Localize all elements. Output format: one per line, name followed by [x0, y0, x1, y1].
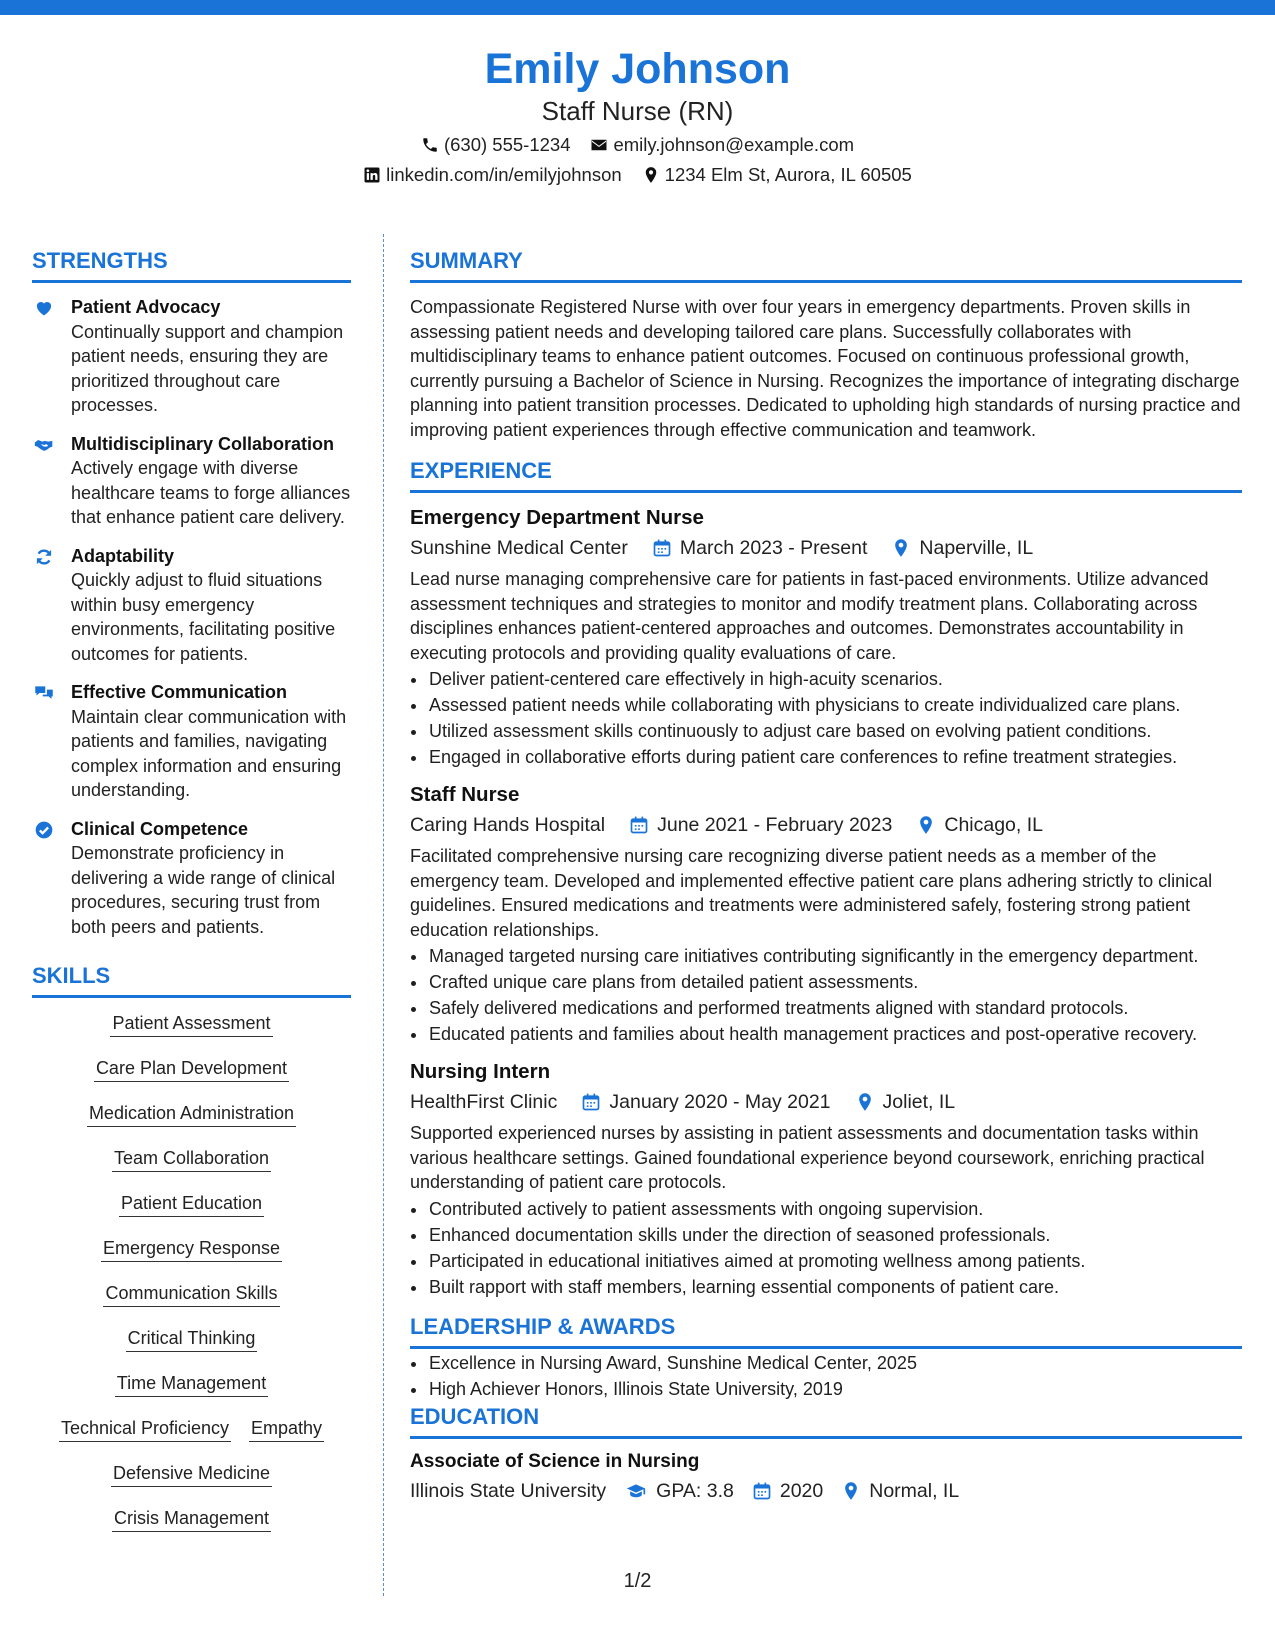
skill-item: Crisis Management — [112, 1505, 271, 1532]
section-rule — [410, 490, 1242, 493]
skills-heading: SKILLS — [32, 963, 111, 988]
section-rule — [32, 995, 351, 998]
job-description: Facilitated comprehensive nursing care recognizing diverse patient needs as a member of the emergency team. Developed and implemented effective patient care plans adhering strictly to clinical guidelines. Ensured medications and treatments were administered safely, fostering strong patient education relationships. — [410, 846, 1213, 940]
job-bullet: • Enhanced documentation skills under the direction of seasoned professionals. — [428, 1222, 1242, 1248]
skill-row — [32, 1190, 351, 1235]
job-description: Lead nurse managing comprehensive care for patients in fast-paced environments. Utilize advanced assessment techniques and strategies to monitor and modify treatment plans. Collaborating across disciplines enhances patient-centered approaches and outcomes. Demonstrates accountability in executing protocols and providing quality evaluations of care. — [410, 569, 1209, 663]
skill-row — [32, 1280, 351, 1325]
strength-item — [32, 680, 351, 803]
job-dates: March 2023 - Present — [679, 537, 868, 559]
handshake-icon — [34, 435, 54, 455]
award-item: • High Achiever Honors, Illinois State University, 2019 — [428, 1376, 1242, 1402]
job-bullet: • Contributed actively to patient assessments with ongoing supervision. — [428, 1196, 1242, 1222]
skill-row — [32, 1235, 351, 1280]
awards-list — [410, 1350, 1242, 1402]
strengths-list — [32, 295, 351, 939]
skill-row — [32, 1415, 351, 1460]
education-year: 2020 — [779, 1479, 824, 1502]
section-rule — [32, 280, 351, 283]
left-column — [32, 246, 351, 1550]
contact-linkedin[interactable] — [363, 160, 621, 190]
skill-row — [32, 1370, 351, 1415]
skill-row — [32, 1145, 351, 1190]
skill-item: Emergency Response — [101, 1235, 282, 1262]
skill-item: Patient Assessment — [110, 1010, 272, 1037]
strength-title: Effective Communication — [71, 682, 288, 702]
job-entry — [410, 780, 1242, 1047]
strength-title: Clinical Competence — [71, 818, 249, 839]
skill-row — [32, 1100, 351, 1145]
job-location: Naperville, IL — [919, 537, 1034, 559]
strength-desc: Quickly adjust to fluid situations within busy emergency environments, facilitating positive outcomes for patients. — [71, 570, 336, 664]
strength-title: Multidisciplinary Collaboration — [71, 433, 335, 454]
check-badge-icon — [34, 820, 54, 840]
map-pin-icon — [916, 815, 936, 835]
job-dates: June 2021 - February 2023 — [657, 814, 893, 836]
linkedin-text: linkedin.com/in/emilyjohnson — [386, 164, 622, 185]
strength-title: Adaptability — [71, 545, 175, 566]
job-entry — [410, 503, 1242, 770]
linkedin-icon — [363, 166, 381, 184]
strength-title: Patient Advocacy — [71, 297, 221, 317]
education-meta — [410, 1476, 1242, 1506]
strength-item — [32, 817, 351, 940]
strength-desc: Continually support and champion patient needs, ensuring they are prioritized throughout care processes. — [71, 321, 344, 415]
column-divider — [383, 234, 384, 1596]
skill-item: Patient Education — [119, 1190, 264, 1217]
skill-row — [32, 1460, 351, 1505]
graduation-cap-icon — [624, 1481, 648, 1501]
contact-address — [642, 160, 912, 190]
skill-row — [32, 1010, 351, 1055]
page-number: 1/2 — [623, 1570, 652, 1592]
skill-item: Technical Proficiency — [59, 1415, 231, 1442]
skill-item: Critical Thinking — [126, 1325, 258, 1352]
strength-item — [32, 544, 351, 667]
resume-header — [0, 42, 1275, 190]
job-bullet: • Managed targeted nursing care initiatives contributing significantly in the emergency department. — [428, 943, 1242, 969]
envelope-icon — [590, 136, 608, 154]
calendar-icon — [752, 1481, 772, 1501]
address-text: 1234 Elm St, Aurora, IL 60505 — [664, 164, 912, 185]
job-meta — [410, 810, 1242, 840]
job-meta — [410, 1087, 1242, 1117]
section-rule — [410, 1436, 1242, 1439]
education-gpa: GPA: 3.8 — [656, 1479, 734, 1502]
top-accent-bar — [0, 0, 1275, 15]
job-bullets — [410, 1196, 1242, 1300]
job-bullet: • Crafted unique care plans from detailed patient assessments. — [428, 969, 1242, 995]
candidate-name: Emily Johnson — [484, 45, 791, 93]
strength-item — [32, 295, 351, 418]
map-pin-icon — [642, 166, 660, 184]
job-description: Supported experienced nurses by assisting in patient assessments and documentation tasks within various healthcare settings. Gained foundational experience beyond coursework, enriching practical understanding of patient care protocols. — [410, 1123, 1205, 1192]
job-bullet: • Safely delivered medications and performed treatments aligned with standard protocols. — [428, 995, 1242, 1021]
job-title: Staff Nurse — [410, 783, 520, 806]
skill-row — [32, 1505, 351, 1550]
job-company: Caring Hands Hospital — [410, 814, 606, 836]
phone-text: (630) 555-1234 — [443, 134, 571, 155]
contact-phone — [421, 130, 571, 160]
contact-row-2 — [0, 160, 1275, 190]
job-company: HealthFirst Clinic — [410, 1091, 558, 1113]
job-bullets — [410, 943, 1242, 1047]
strength-desc: Demonstrate proficiency in delivering a wide range of clinical procedures, securing trust from both peers and patients. — [71, 843, 336, 937]
map-pin-icon — [855, 1092, 875, 1112]
calendar-icon — [629, 815, 649, 835]
strength-item — [32, 432, 351, 530]
summary-heading: SUMMARY — [410, 248, 523, 273]
strengths-heading: STRENGTHS — [32, 248, 168, 273]
skills-list — [32, 1010, 351, 1550]
phone-icon — [421, 136, 439, 154]
map-pin-icon — [841, 1481, 861, 1501]
candidate-title: Staff Nurse (RN) — [541, 96, 734, 126]
job-bullet: • Utilized assessment skills continuously to adjust care based on evolving patient conditions. — [428, 718, 1242, 744]
section-rule — [410, 1346, 1242, 1349]
skill-item: Defensive Medicine — [111, 1460, 272, 1487]
education-degree: Associate of Science in Nursing — [410, 1450, 700, 1472]
skill-item: Care Plan Development — [94, 1055, 289, 1082]
skill-item: Communication Skills — [103, 1280, 279, 1307]
skill-item: Empathy — [249, 1415, 324, 1442]
strength-desc: Maintain clear communication with patients and families, navigating complex information and ensuring understanding. — [71, 706, 347, 800]
sync-icon — [34, 547, 54, 567]
job-bullet: • Participated in educational initiatives aimed at promoting wellness among patients. — [428, 1248, 1242, 1274]
education-heading: EDUCATION — [410, 1403, 540, 1429]
award-item: • Excellence in Nursing Award, Sunshine Medical Center, 2025 — [428, 1350, 1242, 1376]
job-bullet: • Assessed patient needs while collaborating with physicians to create individualized care plans. — [428, 692, 1242, 718]
job-bullet: • Built rapport with staff members, learning essential components of patient care. — [428, 1274, 1242, 1300]
map-pin-icon — [891, 538, 911, 558]
skill-item: Time Management — [115, 1370, 268, 1397]
job-bullet: • Engaged in collaborative efforts during patient care conferences to refine treatment strategies. — [428, 744, 1242, 770]
job-meta — [410, 533, 1242, 563]
job-company: Sunshine Medical Center — [410, 537, 628, 559]
job-title: Nursing Intern — [410, 1060, 551, 1083]
right-column — [410, 246, 1242, 1506]
education-location: Normal, IL — [869, 1479, 960, 1502]
skill-row — [32, 1325, 351, 1370]
education-school: Illinois State University — [410, 1479, 607, 1502]
job-location: Joliet, IL — [882, 1091, 956, 1113]
job-dates: January 2020 - May 2021 — [609, 1091, 831, 1113]
experience-heading: EXPERIENCE — [410, 458, 552, 483]
contact-row-1 — [0, 130, 1275, 160]
email-text: emily.johnson@example.com — [613, 134, 855, 155]
job-entry — [410, 1057, 1242, 1300]
calendar-icon — [581, 1092, 601, 1112]
job-title: Emergency Department Nurse — [410, 506, 704, 529]
awards-heading: LEADERSHIP & AWARDS — [410, 1313, 676, 1339]
summary-text: Compassionate Registered Nurse with over four years in emergency departments. Proven skills in assessing patient needs and developing tailored care plans. Successfully collaborates with multidisciplinary teams to enhance patient outcomes. Focused on continuous professional growth, currently pursuing a Bachelor of Science in Nursing. Recognizes the importance of integrating discharge planning into patient transition processes. Dedicated to upholding high standards of nursing practice and improving patient experiences through effective communication and teamwork. — [410, 297, 1241, 440]
calendar-icon — [652, 538, 672, 558]
section-rule — [410, 280, 1242, 283]
job-bullet: • Deliver patient-centered care effectively in high-acuity scenarios. — [428, 666, 1242, 692]
skill-item: Medication Administration — [87, 1100, 296, 1127]
chat-icon — [34, 683, 54, 703]
job-bullets — [410, 666, 1242, 770]
job-bullet: • Educated patients and families about health management practices and post-operative recovery. — [428, 1021, 1242, 1047]
skill-row — [32, 1055, 351, 1100]
contact-email[interactable] — [590, 130, 854, 160]
strength-desc: Actively engage with diverse healthcare teams to forge alliances that enhance patient care delivery. — [71, 458, 351, 527]
skill-item: Team Collaboration — [112, 1145, 271, 1172]
job-location: Chicago, IL — [944, 814, 1044, 836]
heart-icon — [34, 298, 54, 318]
